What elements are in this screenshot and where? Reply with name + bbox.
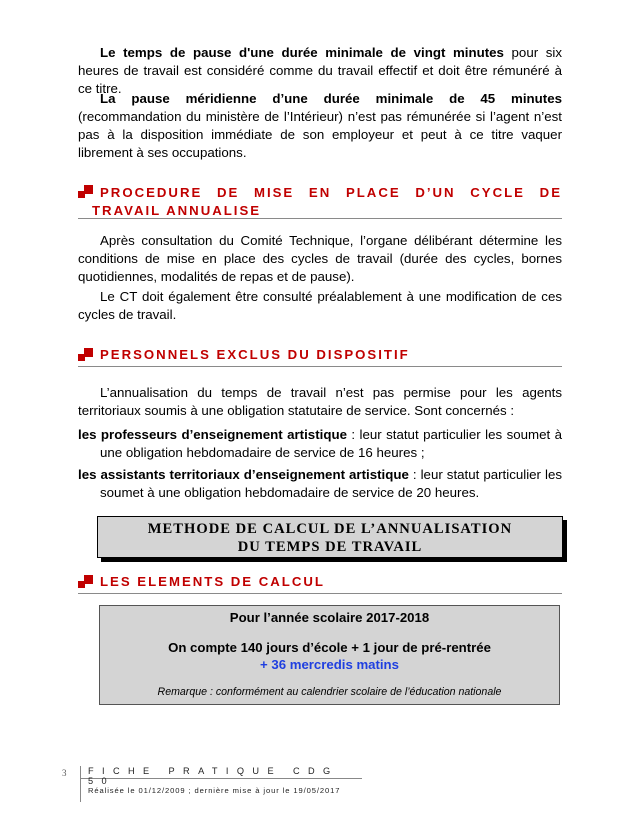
section-heading-elements [78, 572, 562, 594]
excluded-item-professeurs [78, 426, 562, 462]
pause-rest: pour six heures de travail est considéré comme du travail effectif et doit être rémunéré à ce titre. [78, 45, 562, 96]
meridian-bold: La pause méridienne d’une durée minimale de 45 minutes [100, 91, 562, 106]
page-number: 3 [62, 768, 67, 778]
red-square-bullet-icon [78, 346, 94, 362]
footer-vertical-rule [80, 766, 81, 802]
section-heading-excluded [78, 346, 562, 366]
section-title: LES ELEMENTS DE CALCUL [100, 574, 325, 589]
list-item [78, 426, 562, 462]
method-title-box [97, 516, 563, 558]
section-title: PERSONNELS EXCLUS DU DISPOSITIF [100, 347, 410, 362]
section-title-line1: PROCEDURE DE MISE EN PLACE D’UN CYCLE DE [100, 185, 562, 200]
remark-line: Remarque : conformément au calendrier scolaire de l’éducation nationale [157, 686, 502, 698]
procedure-paragraph-1 [78, 232, 562, 286]
procedure-text-2: Le CT doit également être consulté préalablement à une modification de ces cycles de travail. [78, 289, 562, 322]
item-bold: les professeurs d’enseignement artistique [78, 427, 347, 442]
item-rest: : leur statut particulier les soumet à une obligation hebdomadaire de service de 16 heures ; [100, 427, 562, 460]
days-count-line: On compte 140 jours d’école + 1 jour de pré-rentrée [168, 640, 491, 655]
meridian-rest: (recommandation du ministère de l’Intérieur) n’est pas rémunérée si l’agent n’est pas à la disposition immédiate de son employeur et peut à ce titre vaquer librement à ses occupations. [78, 109, 562, 160]
meridian-pause-paragraph [78, 90, 562, 162]
procedure-paragraph-2 [78, 288, 562, 324]
excluded-item-assistants [78, 466, 562, 502]
list-item [78, 466, 562, 502]
red-square-bullet-icon [78, 183, 94, 199]
school-year-info-box [99, 605, 560, 705]
footer-subtitle: Réalisée le 01/12/2009 ; dernière mise à jour le 19/05/2017 [88, 786, 341, 795]
school-year-line: Pour l’année scolaire 2017-2018 [229, 610, 430, 625]
section-divider [78, 218, 562, 219]
method-title-line2: DU TEMPS DE TRAVAIL [237, 539, 423, 555]
section-divider [78, 593, 562, 594]
item-rest: : leur statut particulier les soumet à une obligation hebdomadaire de service de 20 heures. [100, 467, 562, 500]
excluded-text: L’annualisation du temps de travail n’est pas permise pour les agents territoriaux soumis à une obligation statutaire de service. Sont concernés : [78, 385, 562, 418]
red-square-bullet-icon [78, 573, 94, 589]
item-bold: les assistants territoriaux d’enseignement artistique [78, 467, 409, 482]
procedure-text-1: Après consultation du Comité Technique, l’organe délibérant détermine les conditions de mise en place des cycles de travail (durée des cycles, bornes quotidiennes, modalités de repas et de pause). [78, 233, 562, 284]
wednesdays-line: + 36 mercredis matins [260, 657, 399, 672]
excluded-paragraph [78, 384, 562, 420]
footer-title: FICHE PRATIQUE CDG 50 [88, 766, 339, 786]
section-divider [78, 366, 562, 367]
section-title-line2: TRAVAIL ANNUALISE [92, 203, 262, 218]
pause-bold: Le temps de pause d'une durée minimale de vingt minutes [100, 45, 504, 60]
section-heading-procedure [78, 184, 562, 220]
method-title-line1: METHODE DE CALCUL DE L’ANNUALISATION [147, 521, 513, 537]
meridian-pause-text [78, 90, 562, 162]
